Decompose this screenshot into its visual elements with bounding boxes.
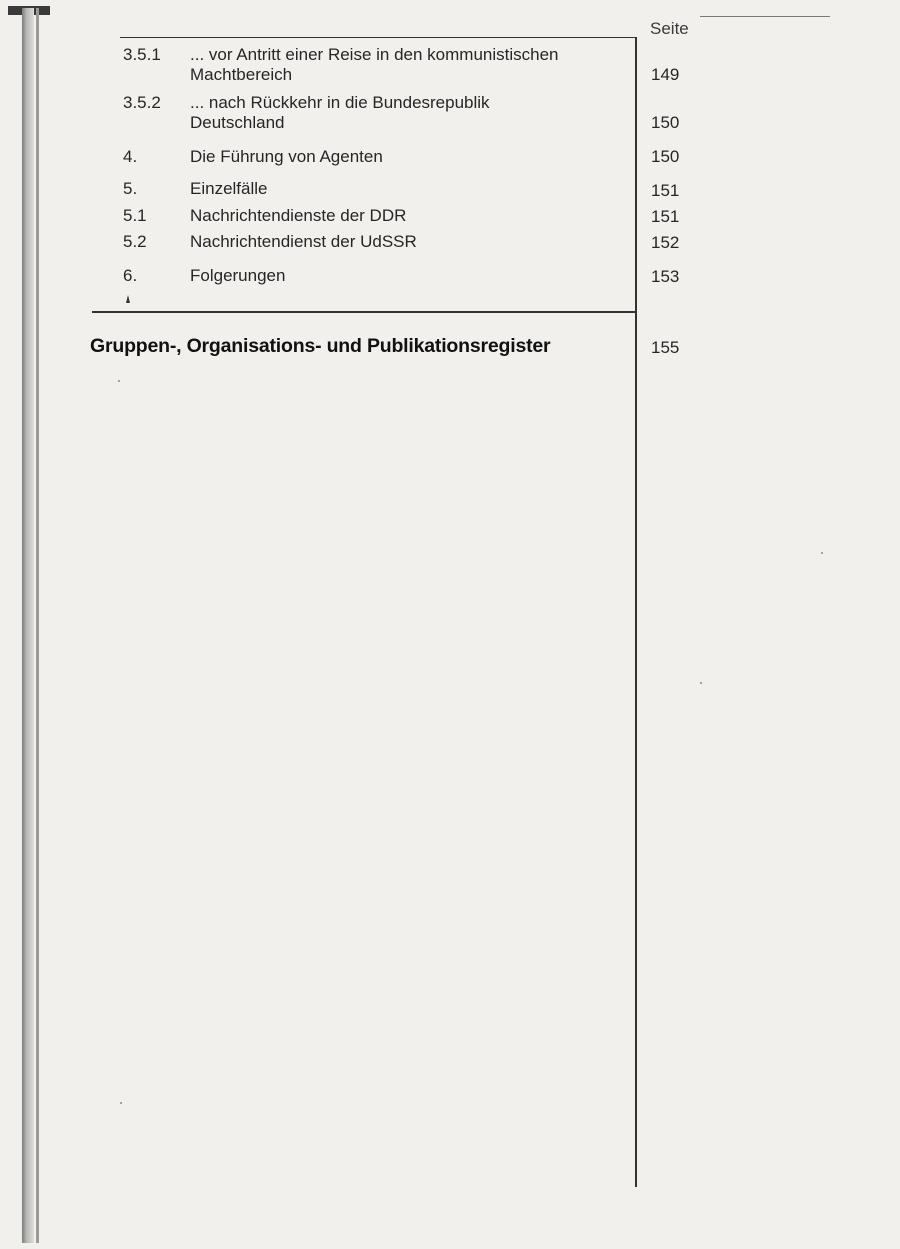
scan-speck-mark bbox=[124, 294, 132, 307]
scan-speck bbox=[120, 1102, 122, 1104]
toc-entry-number: 5.1 bbox=[123, 206, 147, 225]
toc-entry-page: 150 bbox=[651, 113, 680, 132]
toc-entry-title: Die Führung von Agenten bbox=[190, 147, 383, 166]
register-heading: Gruppen-, Organisations- und Publikationsregister bbox=[90, 335, 551, 357]
page-column-label: Seite bbox=[650, 19, 689, 38]
frame-vertical-rule bbox=[635, 37, 637, 1187]
frame-bottom-rule bbox=[92, 311, 637, 313]
binding-edge-line bbox=[36, 8, 39, 1243]
scan-speck bbox=[821, 552, 823, 554]
header-rule-right bbox=[700, 16, 830, 17]
binding-edge bbox=[22, 8, 34, 1243]
register-page: 155 bbox=[651, 338, 680, 357]
toc-entry-title: Nachrichtendienst der UdSSR bbox=[190, 232, 417, 251]
frame-top-rule bbox=[120, 37, 637, 38]
toc-entry-page: 149 bbox=[651, 65, 680, 84]
toc-entry-number: 6. bbox=[123, 266, 138, 285]
scan-speck bbox=[118, 380, 120, 382]
toc-entry-title: Folgerungen bbox=[190, 266, 286, 285]
toc-entry-number: 3.5.2 bbox=[123, 93, 161, 112]
toc-entry-title-line1: ... nach Rückkehr in die Bundesrepublik bbox=[190, 93, 490, 112]
toc-entry-title bbox=[190, 45, 630, 85]
toc-entry-title: Nachrichtendienste der DDR bbox=[190, 206, 407, 225]
toc-entry-title-line1: ... vor Antritt einer Reise in den kommunistischen bbox=[190, 45, 559, 64]
toc-entry-number: 4. bbox=[123, 147, 138, 166]
scan-speck bbox=[700, 682, 702, 684]
toc-entry-title-line2: Deutschland bbox=[190, 113, 285, 132]
toc-entry-page: 150 bbox=[651, 147, 680, 166]
ink-blot-icon bbox=[124, 294, 132, 304]
toc-entry-number: 5. bbox=[123, 179, 138, 198]
toc-entry-page: 153 bbox=[651, 267, 680, 286]
toc-entry-page: 151 bbox=[651, 207, 680, 226]
toc-entry-page: 151 bbox=[651, 181, 680, 200]
toc-entry-page: 152 bbox=[651, 233, 680, 252]
toc-entry-title-line2: Machtbereich bbox=[190, 65, 293, 84]
toc-entry-title: Einzelfälle bbox=[190, 179, 268, 198]
toc-entry-title bbox=[190, 93, 630, 133]
toc-entry-number: 3.5.1 bbox=[123, 45, 161, 64]
toc-entry-number: 5.2 bbox=[123, 232, 147, 251]
